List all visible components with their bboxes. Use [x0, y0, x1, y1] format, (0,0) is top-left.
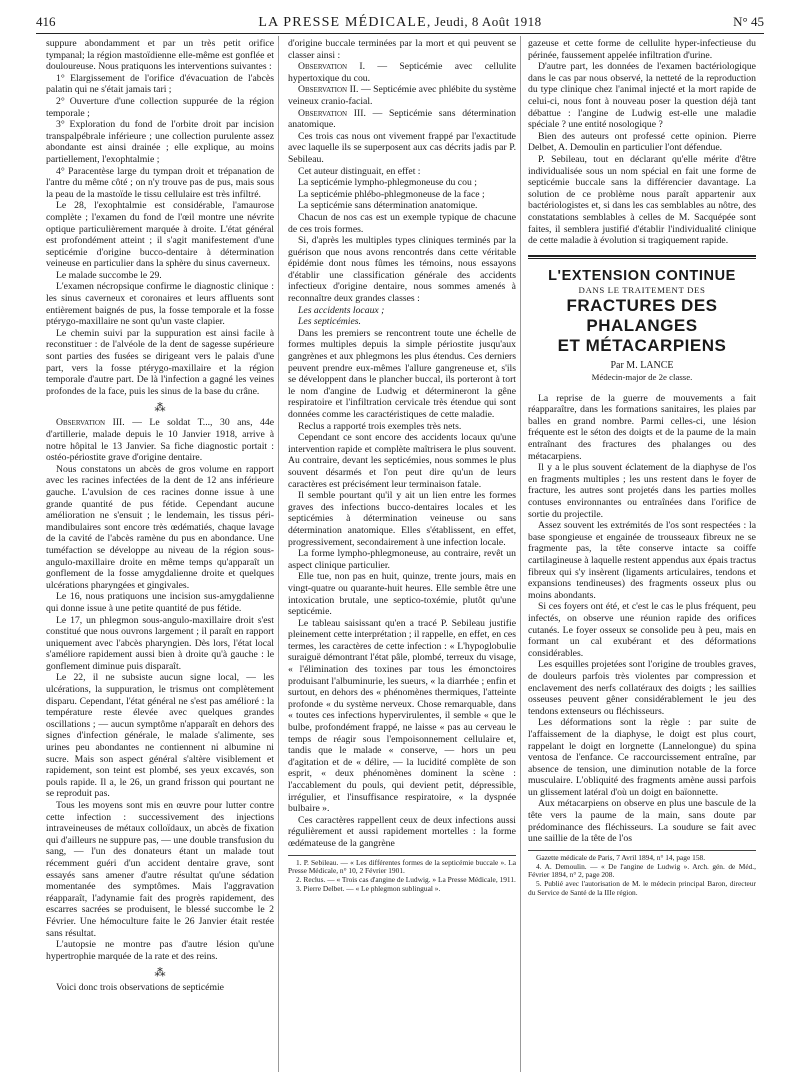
observation-text: — Le soldat T..., 30 ans, 44e d'artillerie, malade depuis le 10 Janvier 1918, arrive à notre hôpital le 13 Janvier. Sa fiche diagnostic portait : ostéo-périostite grave d'origine dentaire. — [46, 417, 274, 464]
list-item: Les septicémies. — [298, 316, 361, 328]
observation-label: Observation I. — [298, 61, 366, 73]
paragraph: Tous les moyens sont mis en œuvre pour lutter contre cette infection : successivement des injections intraveineuses de métaux colloïdaux, un abcès de fixation qui d'ailleurs ne suppure pas, — une double transfusion du sang, — l'un des donateurs étant un malade tout récemment guéri d'un accident dentaire grave, sont essayés sans amener d'autre résultat qu'une sédation momentanée des symptômes. Mais l'aggravation réapparaît, l'adynamie fait des progrès rapidement, des escarres sacrées se produisent, le blessé succombe le 2 Février. Une hémoculture faite le 26 Janvier était restée sans résultat. — [46, 800, 274, 939]
observation-label: Observation II. — [298, 84, 359, 96]
footnotes — [528, 854, 756, 898]
paragraph: La reprise de la guerre de mouvements a fait réapparaître, dans les formations sanitaires, les plaies par balles en grand nombre. Parmi celles-ci, une lésion fréquente est le séton des doigts et de la paume de la main entraînant des fractures des phalanges ou des métacarpiens. — [528, 392, 756, 462]
paragraph: 3° Exploration du fond de l'orbite droit par incision transpalpébrale inférieure ; une collection purulente assez abondante est ainsi drainée ; elle explique, au moins partiellement, l'exophtalmie ; — [46, 119, 274, 165]
observation-text: — Septicémie sans détermination anatomique. — [288, 107, 516, 131]
section-separator: ⁂ — [154, 967, 166, 980]
footnote: Gazette médicale de Paris, 7 Avril 1894, n° 14, page 158. — [536, 852, 706, 862]
observation-text: — Septicémie avec cellulite hypertoxique du cou. — [288, 61, 516, 84]
paragraph: Le 22, il ne subsiste aucun signe local, — les ulcérations, la suppuration, le trismus ont complètement disparu. Cependant, l'état général ne s'est pas amélioré : la température reste élevée avec quelques grandes oscillations ; — aucun symptôme n'apparaît en dehors des signes d'infection générale, le malade s'alimente, ses urines peu abondantes ne contiennent ni albumine ni sucre. Mais son aspect général s'altère visiblement et rapidement, son teint est plombé, ses yeux excavés, son pouls rapide. Il a, le 26, un grand frisson qui pourtant ne se reproduit pas. — [46, 672, 274, 800]
classification-item — [288, 61, 516, 84]
paragraph: Dans les premiers se rencontrent toute une échelle de formes multiples depuis la simple périostite jusqu'aux gangrènes et aux phlegmons les plus étendus. Ces derniers peuvent prendre eux-mêmes l'allure gangreneuse et, s'ils se développent dans le plancher buccal, ils porteront à tort le nom d'angine de Ludwig et détermineront la gêne respiratoire et l'infiltration cervicale très étendue qui sont données comme les caractéristiques de cette maladie. — [288, 327, 516, 420]
page-number: 416 — [36, 14, 56, 29]
paragraph: Les déformations sont la règle : par suite de l'affaissement de la diaphyse, le doigt est plus court, rappelant le doigt en lorgnette (Lannelongue) du spina ventosa de l'enfance. Ce raccourcissement entraîne, par absence de tension, une diminution notable de la force musculaire. L'obliquité des fragments amène aussi parfois un glissement latéral d'où un doigt en baïonnette. — [528, 717, 756, 798]
paragraph: Aux métacarpiens on observe en plus une bascule de la tête vers la paume de la main, sans doute par prédominance des fléchisseurs. La soudure se fait avec une saillie de la tête de l'os — [528, 798, 756, 845]
paragraph: Le 17, un phlegmon sous-angulo-maxillaire droit s'est constitué que nous ouvrons largement ; il paraît en rapport uniquement avec l'abcès pharyngien. Dès lors, l'état local s'améliore rapidement aussi bien à droite qu'à gauche : le gonflement diminue puis disparaît. — [46, 614, 274, 672]
footnote: 1. P. Sebileau. — « Les différentes formes de la septicémie buccale ». La Presse Médicale, n° 10, 2 Février 1901. — [288, 857, 516, 876]
paragraph: Le malade succombe le 29. — [56, 269, 162, 281]
footnote: 3. Pierre Delbet. — « Le phlegmon sublingual ». — [296, 883, 441, 893]
paragraph: Nous constatons un abcès de gros volume en rapport avec les racines infectées de la dent de 12 ans inférieure gauche. L'avulsion de ces racines donne issue à une grande quantité de pus fétide. Cependant aucune amélioration ne s'ensuit ; le lendemain, les tissus péri-mandibulaires sont encore très œdématiés, chaque lavage de la cavité de l'abcès ramène du pus en abondance. Une tuméfaction se développe au niveau de la région sous-angulo-maxillaire droite en même temps qu'apparaît un gonflement de la fosse amygdalienne droite et quelques ulcérations pharyngées et gingivales. — [46, 463, 274, 591]
article-author: Par M. LANCE — [610, 359, 674, 371]
paragraph: Le chemin suivi par la suppuration est ainsi facile à reconstituer : de l'alvéole de la dent de sagesse supérieure sont parties des fusées se dirigeant vers le palais d'une part, vers la fosse ptérygo-maxillaire et la région temporale d'autre part. De là l'infection a gagné les veines profondes de la face, puis les sinus de la base du crâne. — [46, 327, 274, 397]
paragraph: Elle tue, non pas en huit, quinze, trente jours, mais en vingt-quatre ou quarante-huit heures. Elle semble être une intoxication brutale, une septico-toxémie, plutôt qu'une septicémie. — [288, 571, 516, 618]
column-divider-2 — [520, 36, 521, 1072]
paragraph: 1° Elargissement de l'orifice d'évacuation de l'abcès palatin qui ne s'était jamais tari ; — [46, 72, 274, 96]
footnotes — [288, 859, 516, 894]
paragraph: 2° Ouverture d'une collection suppurée de la région temporale ; — [46, 95, 274, 119]
article-separator — [528, 255, 756, 257]
classification-item — [288, 108, 516, 131]
paragraph: Assez souvent les extrémités de l'os sont respectées : la base spongieuse et engainée de trousseaux fibreux ne se fragmente pas, la tête conserve intacte sa coiffe cartilagineuse à laquelle restent appendus aux épais tractus fibreux qui s'y insèrent (ligaments articulaires, tendons et expansions tendineuses) des fragments osseux plus ou moins abondants. — [528, 520, 756, 601]
issue-date: , Jeudi, 8 Août 1918 — [426, 14, 542, 29]
list-item: La septicémie phlébo-phlegmoneuse de la face ; — [298, 188, 485, 200]
paragraph: 4° Paracentèse large du tympan droit et trépanation de l'antre du même côté ; on n'y trouve pas de pus, mais sous la peau de la mastoïde le tissu cellulaire est très infiltré. — [46, 165, 274, 200]
header-rule — [36, 33, 764, 34]
paragraph: Il semble pourtant qu'il y ait un lien entre les formes graves des infections bucco-dentaires locales et les septicémies à détermination veineuse ou sans détermination anatomique. Elles s'établissent, en effet, progressivement, secondairement à une infection locale. — [288, 490, 516, 548]
observation-label: Observation III. — [56, 417, 125, 429]
paragraph: L'autopsie ne montre pas d'autre lésion qu'une hypertrophie marquée de la rate et des reins. — [46, 939, 274, 962]
paragraph: suppure abondamment et par un très petit orifice tympanal; la région mastoïdienne elle-même est gonflée et douloureuse. Nous pratiquons les interventions suivantes : — [46, 38, 274, 73]
paragraph: Le 16, nous pratiquons une incision sus-amygdalienne qui donne issue à une petite quantité de pus fétide. — [46, 591, 274, 614]
running-title — [36, 12, 764, 33]
paragraph: La forme lympho-phlegmoneuse, au contraire, revêt un aspect clinique particulier. — [288, 548, 516, 571]
paragraph: P. Sebileau, tout en déclarant qu'elle mérite d'être individualisée sous un nom spécial en fait une forme de septicémie buccale sans la différencier davantage. La solution de ce problème nous paraît appartenir aux bactériologistes et, si dans les cas semblables au nôtre, des constatations semblables à celles de M. Sacquépée sont faites, il semblera justifié d'établir l'individualité clinique de cette maladie à évolution si tragiquement rapide. — [528, 153, 756, 247]
paragraph: Les esquilles projetées sont l'origine de troubles graves, de douleurs parfois très violentes par compression et enclavement des nerfs collatéraux des doigts ; les saillies osseuses peuvent gêner considérablement le jeu des tendons extenseurs ou fléchisseurs. — [528, 659, 756, 717]
paragraph: Chacun de nos cas est un exemple typique de chacune de ces trois formes. — [288, 211, 516, 235]
paragraph: gazeuse et cette forme de cellulite hyper-infectieuse du périnée, faussement appelée infiltration d'urine. — [528, 38, 756, 61]
column-3 — [528, 38, 756, 898]
column-1 — [46, 38, 274, 994]
paragraph: Si, d'après les multiples types cliniques terminés par la guérison que nous avons rencontrés dans cette véritable épidémie dont nous fûmes les témoins, nous essayons d'établir une classification générale des accidents infectieux d'origine dentaire, nous sommes amenés à reconnaître deux grandes classes : — [288, 235, 516, 305]
paragraph: Cet auteur distinguait, en effet : — [298, 165, 421, 177]
paragraph: Voici donc trois observations de septicémie — [56, 982, 224, 994]
list-item: Les accidents locaux ; — [298, 304, 385, 316]
footnote-rule — [528, 850, 756, 851]
section-separator: ⁂ — [154, 402, 166, 415]
quotation-paragraph: Le tableau saisissant qu'en a tracé P. Sebileau justifie pleinement cette interprétation ; il rappelle, en effet, en ces termes, les caractères de cette infection : « L'hypoglobulie suraiguë démontrant l'état pâle, plombé, terreux du visage, « l'élimination des toxines par tous les émonctoires produisant l'albuminurie, les sueurs, « la diarrhée ; enfin et surtout, en dehors des « phénomènes thermiques, l'atteinte profonde « du système nerveux. Chose remarquable, dans « toutes ces infections hypervirulentes, il semble « que le bulbe, profondément frappé, ne laisse « pas au cerveau le temps de réagir sous l'empoisonnement cellulaire et, tandis que le malade « conserve, — hors un peu d'agitation et de « délire, — la lucidité complète de son esprit, « deux phénomènes dominent la scène : l'accablement du pouls, qui devient petit, dépressible, irrégulier, et l'insuffisance respiratoire, « la dyspnée bulbaire ». — [288, 617, 516, 815]
publication-name: LA PRESSE MÉDICALE — [258, 15, 427, 30]
column-2 — [288, 38, 516, 894]
paragraph: Il y a le plus souvent éclatement de la diaphyse de l'os en fragments multiples ; les uns restent dans le foyer de fracture, les autres sont projetés dans les parties molles contuses environnantes ou entraînées dans l'orifice de sortie du projectile. — [528, 462, 756, 520]
paragraph: Ces caractères rappellent ceux de deux infections aussi régulièrement et aussi rapidement mortelles : la forme œdémateuse de la gangrène — [288, 814, 516, 849]
article-title-line-1: L'EXTENSION CONTINUE — [548, 267, 736, 284]
footnote: 5. Publié avec l'autorisation de M. le médecin principal Baron, directeur du Service de Santé de la IIIe région. — [528, 879, 756, 898]
article-title-line-2: DANS LE TRAITEMENT DES — [578, 284, 706, 295]
footnote: 2. Reclus. — « Trois cas d'angine de Ludwig. » La Presse Médicale, 1911. — [296, 875, 516, 885]
paragraph: L'examen nécropsique confirme le diagnostic clinique : les sinus caverneux et coronaires et leurs affluents sont entièrement baignés de pus, la fosse temporale et la fosse ptérygo-maxillaire ne sont qu'un vaste clapier. — [46, 281, 274, 328]
observation-label: Observation III. — [298, 107, 366, 119]
article-title-line-3: FRACTURES DES PHALANGES — [566, 295, 718, 335]
footnote: 4. A. Demoulin. — « De l'angine de Ludwig ». Arch. gén. de Méd., Février 1894, n° 2, page 208. — [528, 861, 756, 880]
article-heading — [528, 267, 756, 383]
paragraph: Reclus a rapporté trois exemples très nets. — [298, 420, 462, 432]
paragraph: d'origine buccale terminées par la mort et qui peuvent se classer ainsi : — [288, 38, 516, 61]
paragraph: Ces trois cas nous ont vivement frappé par l'exactitude avec laquelle ils se superposent aux cas décrits jadis par P. Sebileau. — [288, 130, 516, 165]
paragraph: Cependant ce sont encore des accidents locaux qu'une intervention rapide et complète maîtrisera le plus souvent. Au contraire, devant les septicémies, nous sommes le plus souvent désarmés et l'on peut dire qu'un de leurs caractères est précisément leur terminaison fatale. — [288, 432, 516, 490]
issue-number: N° 45 — [733, 14, 764, 29]
list-item: La septicémie lympho-phlegmoneuse du cou ; — [298, 177, 477, 189]
page-header — [36, 12, 764, 32]
classification-item — [288, 84, 516, 107]
article-title-line-4: ET MÉTACARPIENS — [557, 335, 727, 355]
paragraph: Si ces foyers ont été, et c'est le cas le plus fréquent, peu infectés, on observe une réunion rapide des orifices cutanés. Le foyer osseux se consolide peu à peu, mais en formant un cal exubérant et des déformations considérables. — [528, 601, 756, 659]
paragraph: Le 28, l'exophtalmie est considérable, l'amaurose complète ; l'examen du fond de l'œil montre une névrite optique particulièrement marquée à droite. L'état général est profondément atteint ; il s'agit manifestement d'une septicémie d'origine bucco-dentaire à détermination veineuse en particulier dans la sphère du sinus caverneux. — [46, 200, 274, 270]
author-rank: Médecin-major de 2e classe. — [591, 371, 693, 382]
footnote-rule — [288, 855, 516, 856]
paragraph: Bien des auteurs ont professé cette opinion. Pierre Delbet, A. Demoulin en particulier l'ont défendue. — [528, 130, 756, 154]
column-divider-1 — [278, 36, 279, 1072]
article-separator — [528, 258, 756, 259]
observation-text: — Septicémie avec phlébite du système veineux cranio-facial. — [288, 84, 516, 107]
list-item: La septicémie sans détermination anatomique. — [298, 200, 478, 212]
observation-paragraph — [46, 417, 274, 463]
paragraph: D'autre part, les données de l'examen bactériologique dans le cas par nous observé, la netteté de la reproduction du type clinique chez l'animal injecté et la mort rapide de celui-ci, nous font à nouveau poser la question déjà tant débattue : l'angine de Ludwig est-elle une maladie spéciale ? une entité nosologique ? — [528, 61, 756, 131]
